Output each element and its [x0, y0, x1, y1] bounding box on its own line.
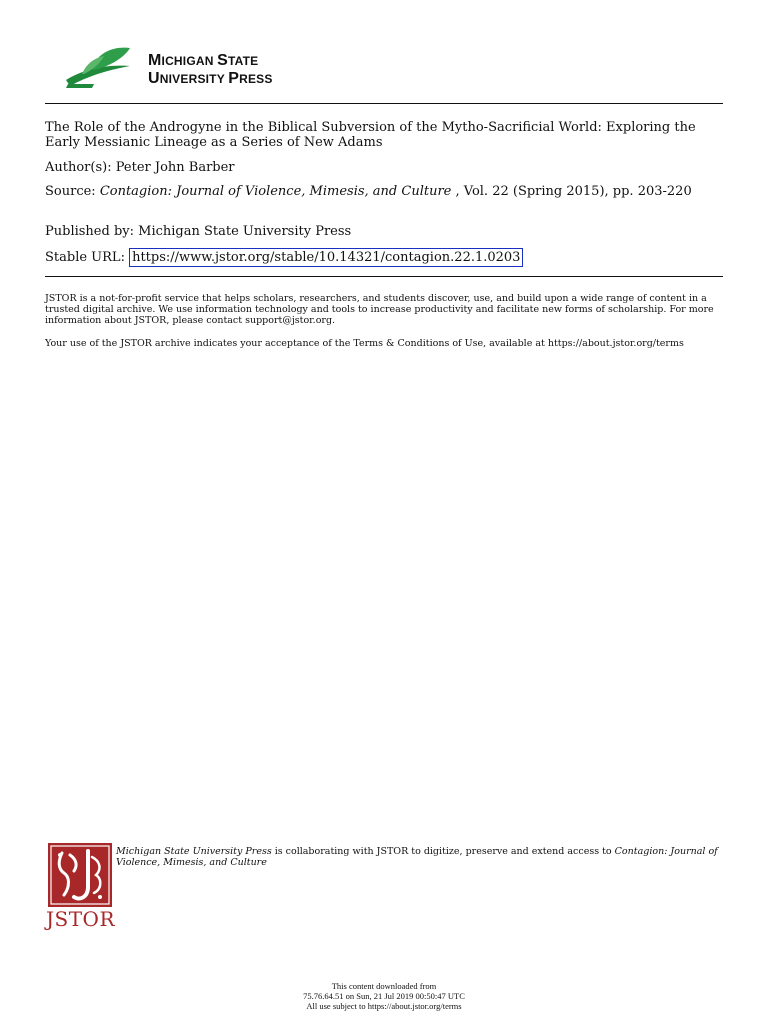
collaboration-statement: Michigan State University Press is collaborating with JSTOR to digitize, preserve and extend access to Contagion: Journal of Violence, Mimesis, and Culture	[116, 846, 718, 868]
article-title: The Role of the Androgyne in the Biblical Subversion of the Mytho-Sacrificial World: Exploring the Early Messianic Lineage as a Series of New Adams	[45, 120, 696, 150]
jstor-seal-icon	[48, 843, 112, 907]
publisher-line: Published by: Michigan State University Press	[45, 224, 352, 239]
author-line: Author(s): Peter John Barber	[45, 160, 235, 175]
terms-notice: Your use of the JSTOR archive indicates your acceptance of the Terms & Conditions of Use, available at https://about.jstor.org/terms	[45, 338, 684, 349]
source-line: Source: Contagion: Journal of Violence, Mimesis, and Culture , Vol. 22 (Spring 2015), pp. 203-220	[45, 184, 692, 199]
leaf-logo-icon	[64, 44, 134, 90]
logo-text-line2: UNIVERSITY PRESS	[148, 70, 273, 87]
footer-line-3: All use subject to https://about.jstor.org/terms	[306, 1001, 462, 1011]
jstor-about-notice: JSTOR is a not-for-profit service that helps scholars, researchers, and students discover, use, and build upon a wide range of content in a trusted digital archive. We use information technology and tools to increase productivity and facilitate new forms of scholarship. For more information about JSTOR, please contact support@jstor.org.	[45, 293, 714, 326]
logo-text-line1: MICHIGAN STATE	[148, 52, 259, 69]
jstor-wordmark: JSTOR	[46, 907, 116, 931]
footer-line-1: This content downloaded from	[331, 981, 437, 991]
footer-line-2: 75.76.64.51 on Sun, 21 Jul 2019 00:50:47 UTC	[303, 991, 465, 1001]
stable-url-line: Stable URL: https://www.jstor.org/stable/10.14321/contagion.22.1.0203	[45, 248, 725, 267]
middle-divider	[45, 276, 723, 277]
download-footer	[0, 981, 768, 1011]
journal-name: Contagion: Journal of Violence, Mimesis, and Culture	[99, 184, 452, 199]
stable-url-link[interactable]: https://www.jstor.org/stable/10.14321/contagion.22.1.0203	[129, 248, 523, 267]
author-name: Peter John Barber	[115, 160, 235, 175]
publisher-logo	[64, 44, 273, 94]
top-divider	[45, 103, 723, 104]
publisher-name: Michigan State University Press	[138, 224, 352, 239]
